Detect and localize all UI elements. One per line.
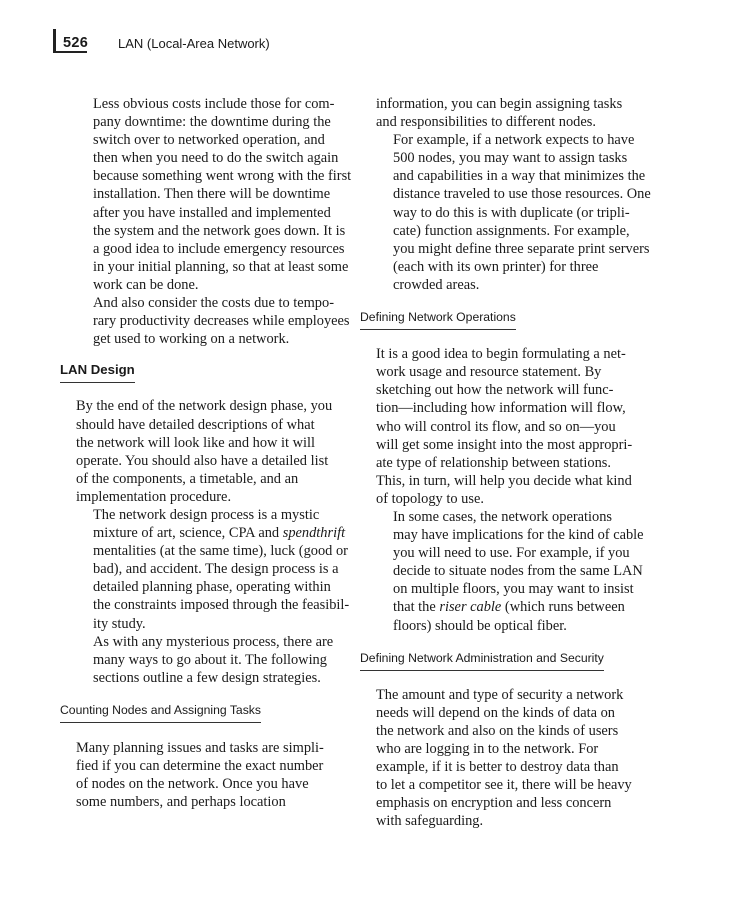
text-line [376,598,650,616]
text-line: In some cases, the network operations [393,508,612,525]
text-line: the system and the network goes down. It is [93,222,346,239]
text-line: fied if you can determine the exact number [76,758,324,775]
text-line: and capabilities in a way that minimizes the [393,168,646,185]
text-line: implementation procedure. [76,488,232,505]
header-rule [53,51,87,53]
text-line: information, you can begin assigning tasks [376,96,623,112]
text-line: Many planning issues and tasks are simpli- [76,740,324,756]
emphasis-riser-cable: riser cable [439,599,502,616]
paragraph [76,397,342,506]
text-line: needs will depend on the kinds of data on [376,704,615,721]
text-line: This, in turn, will help you decide what kind [376,472,632,489]
text-line: will get some insight into the most appropri- [376,436,633,453]
text-line: detailed planning phase, operating within [93,579,331,596]
text-line: The network design process is a mystic [93,506,320,523]
paragraph [76,633,342,687]
text-line: ity study. [93,615,146,632]
text-line: some numbers, and perhaps location [76,794,286,811]
text-line: installation. Then there will be downtime [93,186,331,203]
text-line: Less obvious costs include those for com- [93,96,335,112]
text-line: the network and also on the kinds of users [376,722,619,739]
running-header [53,27,693,55]
left-column [60,95,352,811]
text-line: The amount and type of security a network [376,686,624,703]
text-line: emphasis on encryption and less concern [376,795,612,812]
text-line: For example, if a network expects to have [393,132,635,149]
text-line [76,524,346,542]
paragraph [376,345,650,508]
subsection-heading-counting-nodes: Counting Nodes and Assigning Tasks [60,701,261,723]
text-line: And also consider the costs due to tempo- [93,295,334,312]
section-heading-lan-design: LAN Design [60,361,135,383]
text-line: the network will look like and how it will [76,434,316,451]
paragraph [376,508,650,635]
paragraph [76,294,350,348]
text-line: and responsibilities to different nodes. [376,114,596,131]
text-fragment: that the [393,599,440,616]
text-line: sketching out how the network will func- [376,382,614,399]
text-line: because something went wrong with the first [93,168,352,185]
text-line: who will control its flow, and so on—you [376,418,616,435]
text-line: who are logging in to the network. For [376,741,599,757]
text-fragment: (which runs between [501,599,625,616]
text-line: of topology to use. [376,490,484,507]
paragraph [376,131,650,294]
emphasis-spendthrift: spendthrift [282,525,346,542]
text-line: with safeguarding. [376,813,484,830]
text-line: It is a good idea to begin formulating a net- [376,346,626,363]
text-line: after you have installed and implemented [93,204,331,221]
text-line: By the end of the network design phase, you [76,398,333,415]
text-line: then when you need to do the switch again [93,150,339,167]
text-line: tion—including how information will flow, [376,400,626,417]
text-line: 500 nodes, you may want to assign tasks [393,150,628,167]
page-number: 526 [63,35,89,51]
text-line: work can be done. [93,276,199,293]
text-line: a good idea to include emergency resources [93,240,345,257]
text-line: you will need to use. For example, if you [393,545,630,562]
paragraph [76,739,342,811]
text-line: mentalities (at the same time), luck (good or [93,543,348,560]
text-line: rary productivity decreases while employees [93,313,350,330]
text-line: should have detailed descriptions of what [76,416,315,433]
text-line: distance traveled to use those resources. One [393,186,651,203]
paragraph [76,506,350,633]
text-line: example, if it is better to destroy data than [376,759,619,776]
text-line: get used to working on a network. [93,331,290,348]
text-line: bad), and accident. The design process is a [93,561,339,578]
paragraph [76,95,352,294]
text-line: operate. You should also have a detailed list [76,452,329,469]
paragraph [376,686,650,831]
text-line: of nodes on the network. Once you have [76,776,309,793]
text-fragment: mixture of art, science, CPA and [93,525,283,542]
text-line: (each with its own printer) for three [393,258,599,275]
text-line: crowded areas. [393,276,480,293]
header-bar [53,29,56,53]
text-line: to let a competitor see it, there will be heavy [376,777,632,794]
text-line: As with any mysterious process, there are [93,633,334,650]
text-line: on multiple floors, you may want to insist [393,581,634,598]
text-line: way to do this is with duplicate (or tripli- [393,204,630,221]
subsection-heading-network-operations: Defining Network Operations [360,308,516,330]
running-title: LAN (Local-Area Network) [118,36,270,51]
text-line: many ways to go about it. The following [93,651,327,668]
text-line: you might define three separate print servers [393,240,650,257]
text-line: of the components, a timetable, and an [76,470,299,487]
text-line: pany downtime: the downtime during the [93,114,331,131]
text-line: floors) should be optical fiber. [393,617,567,634]
text-line: decide to situate nodes from the same LAN [393,563,643,580]
text-line: in your initial planning, so that at least some [93,258,349,275]
text-line: work usage and resource statement. By [376,364,602,381]
text-line: the constraints imposed through the feasibil- [93,597,350,614]
text-line: may have implications for the kind of cable [393,527,644,544]
text-line: switch over to networked operation, and [93,132,325,149]
text-line: sections outline a few design strategies. [93,669,321,686]
paragraph [376,95,650,131]
text-line: cate) function assignments. For example, [393,222,630,239]
subsection-heading-admin-security: Defining Network Administration and Security [360,649,604,671]
text-line: ate type of relationship between stations. [376,454,611,471]
right-column [360,95,651,830]
